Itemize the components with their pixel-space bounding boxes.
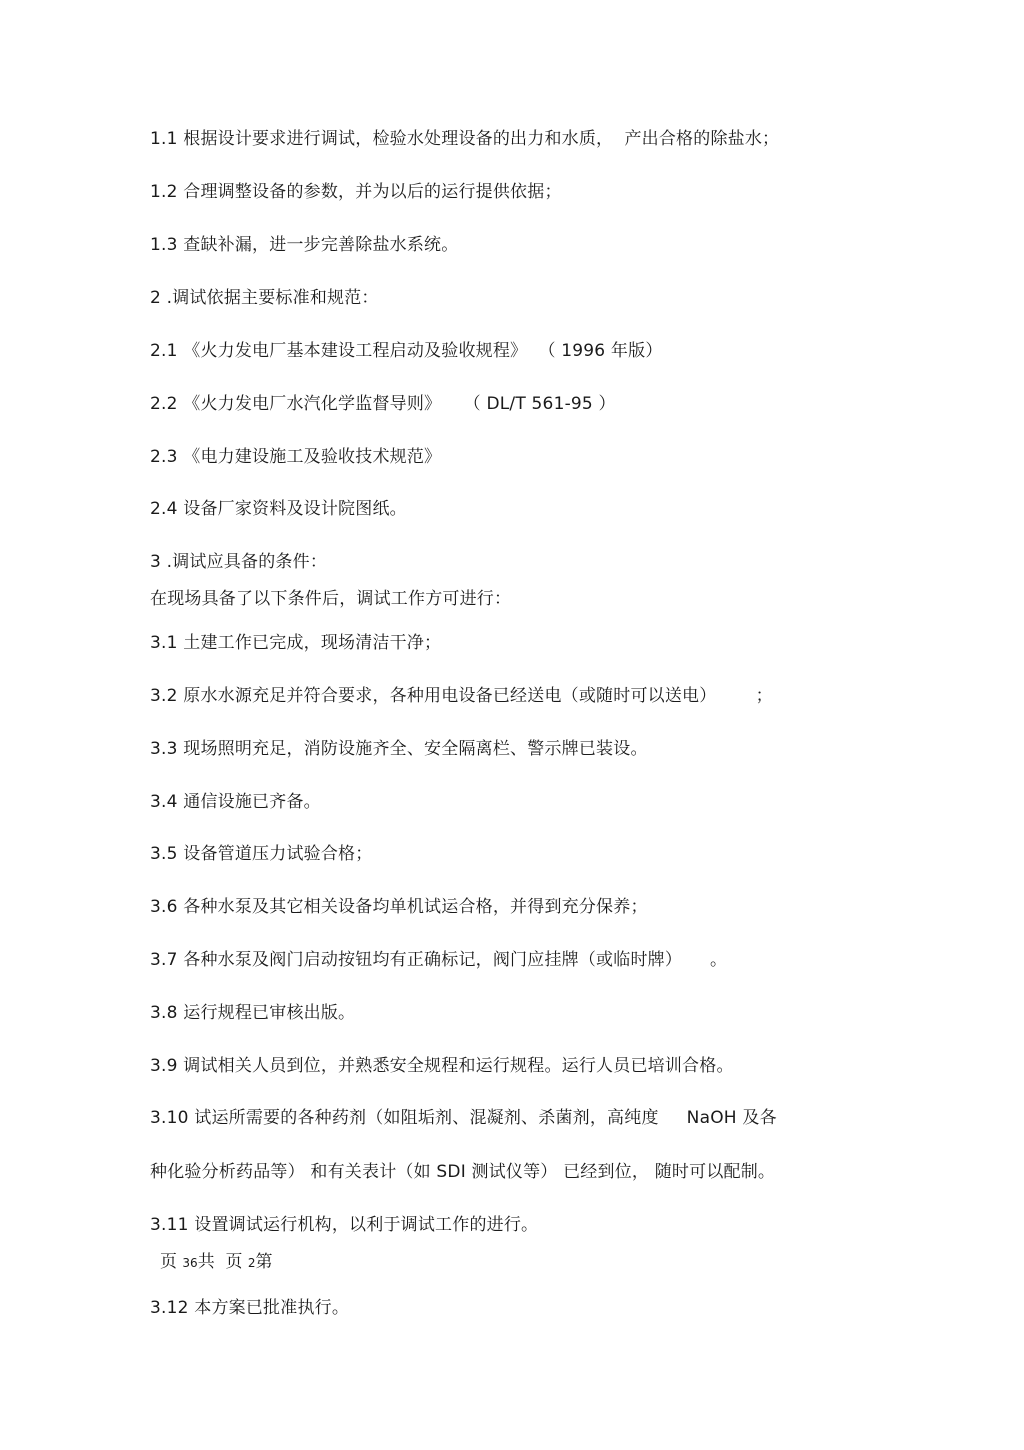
section-2-2: 2.2 《火力发电厂水汽化学监督导则》 （ DL/T 561-95 ） xyxy=(150,394,616,414)
section-3-5: 3.5 设备管道压力试验合格； xyxy=(150,844,373,864)
footer-page-number: 2 xyxy=(247,1256,256,1270)
section-2-1: 2.1 《火力发电厂基本建设工程启动及验收规程》 （ 1996 年版） xyxy=(150,341,663,361)
section-3-10: 3.10 试运所需要的各种药剂（如阻垢剂、混凝剂、杀菌剂，高纯度 NaOH 及各 xyxy=(150,1108,777,1128)
section-1-1: 1.1 根据设计要求进行调试，检验水处理设备的出力和水质， 产出合格的除盐水； xyxy=(150,129,780,149)
page-footer xyxy=(160,1251,273,1274)
section-3-10-continued: 种化验分析药品等） 和有关表计（如 SDI 测试仪等） 已经到位， 随时可以配制。 xyxy=(150,1162,776,1182)
footer-text-total: 共 页 xyxy=(197,1252,248,1272)
section-3-3: 3.3 现场照明充足，消防设施齐全、安全隔离栏、警示牌已装设。 xyxy=(150,739,648,759)
section-1-2: 1.2 合理调整设备的参数，并为以后的运行提供依据； xyxy=(150,182,562,202)
section-3-heading: 3 .调试应具备的条件： xyxy=(150,552,328,572)
footer-text-ordinal: 第 xyxy=(255,1252,273,1272)
section-3-7: 3.7 各种水泵及阀门启动按钮均有正确标记，阀门应挂牌（或临时牌） 。 xyxy=(150,950,728,970)
section-3-12: 3.12 本方案已批准执行。 xyxy=(150,1298,350,1318)
section-3-8: 3.8 运行规程已审核出版。 xyxy=(150,1003,356,1023)
section-3-1: 3.1 土建工作已完成，现场清洁干净； xyxy=(150,633,442,653)
footer-text-page: 页 xyxy=(160,1252,183,1272)
section-2-heading: 2 .调试依据主要标准和规范： xyxy=(150,288,379,308)
section-1-3: 1.3 查缺补漏，进一步完善除盐水系统。 xyxy=(150,235,459,255)
section-2-4: 2.4 设备厂家资料及设计院图纸。 xyxy=(150,499,407,519)
section-3-4: 3.4 通信设施已齐备。 xyxy=(150,792,321,812)
section-3-11: 3.11 设置调试运行机构，以利于调试工作的进行。 xyxy=(150,1215,539,1235)
footer-total-pages: 36 xyxy=(182,1256,198,1270)
section-3-6: 3.6 各种水泵及其它相关设备均单机试运合格，并得到充分保养； xyxy=(150,897,648,917)
section-2-3: 2.3 《电力建设施工及验收技术规范》 xyxy=(150,447,442,467)
section-3-9: 3.9 调试相关人员到位，并熟悉安全规程和运行规程。运行人员已培训合格。 xyxy=(150,1056,734,1076)
section-3-2: 3.2 原水水源充足并符合要求，各种用电设备已经送电（或随时可以送电） ； xyxy=(150,686,773,706)
section-3-intro: 在现场具备了以下条件后，调试工作方可进行： xyxy=(150,589,512,609)
